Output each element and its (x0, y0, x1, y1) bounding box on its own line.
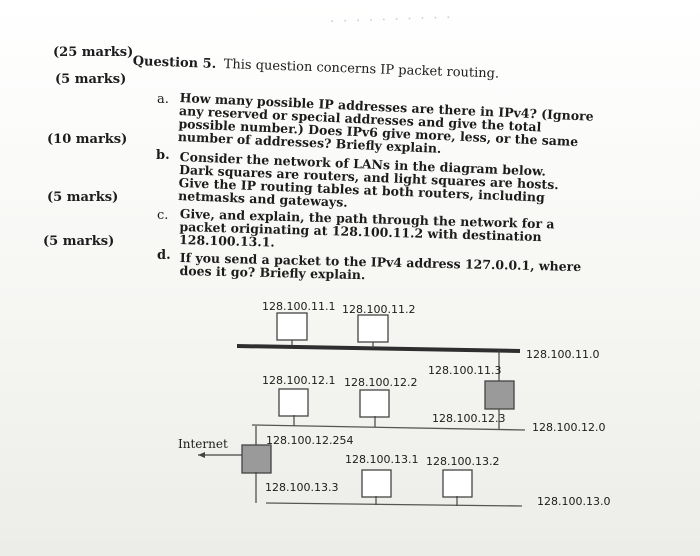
internet-arrow-icon (198, 452, 205, 458)
label-host-11-2: 128.100.11.2 (342, 303, 416, 316)
question-title: Question 5. (132, 54, 217, 72)
label-host-12-2: 128.100.12.2 (344, 376, 418, 389)
label-host-13-1: 128.100.13.1 (345, 453, 419, 466)
label-host-11-1: 128.100.11.1 (262, 300, 336, 313)
part-a-text: How many possible IP addresses are there in IPv4? (Ignore any reserved or special addresses and give the total possible number.) Does IPv6 give more, less, or the same number of addresses? Briefly explain. (177, 90, 594, 156)
label-router2-bottom: 128.100.13.3 (265, 481, 339, 494)
part-b-marks: (10 marks) (47, 132, 128, 147)
part-d-text: If you send a packet to the IPv4 address 127.0.0.1, where does it go? Briefly explain. (179, 250, 582, 283)
label-host-12-1: 128.100.12.1 (262, 374, 336, 387)
host-128-100-11-1 (277, 313, 307, 340)
label-router1-top: 128.100.11.3 (428, 364, 502, 377)
host-128-100-12-2 (360, 390, 389, 417)
lan-12-bus (252, 425, 525, 430)
show-through-text: · · · · · · · · · · (329, 9, 453, 31)
label-router2-top: 128.100.12.254 (266, 434, 354, 447)
label-router1-bottom: 128.100.12.3 (432, 412, 506, 425)
part-a-letter: a. (157, 92, 169, 107)
router-2 (242, 445, 271, 473)
question-intro: This question concerns IP packet routing. (223, 57, 500, 82)
router-1 (485, 381, 514, 409)
host-128-100-13-1 (362, 470, 391, 497)
part-d-letter: d. (157, 248, 171, 263)
label-net-13: 128.100.13.0 (537, 495, 611, 508)
part-c-letter: c. (157, 208, 169, 223)
host-128-100-11-2 (358, 315, 388, 342)
part-d-marks: (5 marks) (43, 234, 115, 249)
lan-13-bus (266, 503, 522, 506)
part-b-text: Consider the network of LANs in the diagram below. Dark squares are routers, and light squares are hosts. Give the IP routing tables at both routers, including netmasks and gateways. (177, 149, 559, 210)
total-marks: (25 marks) (53, 45, 134, 60)
part-a-marks: (5 marks) (55, 72, 127, 87)
host-128-100-12-1 (279, 389, 308, 416)
part-c-marks: (5 marks) (47, 190, 119, 205)
label-internet: Internet (178, 437, 228, 451)
label-host-13-2: 128.100.13.2 (426, 455, 500, 468)
host-128-100-13-2 (443, 470, 472, 497)
lan-11-bus (237, 346, 520, 351)
part-b-letter: b. (156, 148, 170, 163)
part-c-text: Give, and explain, the path through the network for a packet originating at 128.100.11.2 with destination 128.100.13.1. (178, 206, 555, 250)
label-net-11: 128.100.11.0 (526, 348, 600, 361)
label-net-12: 128.100.12.0 (532, 421, 606, 434)
